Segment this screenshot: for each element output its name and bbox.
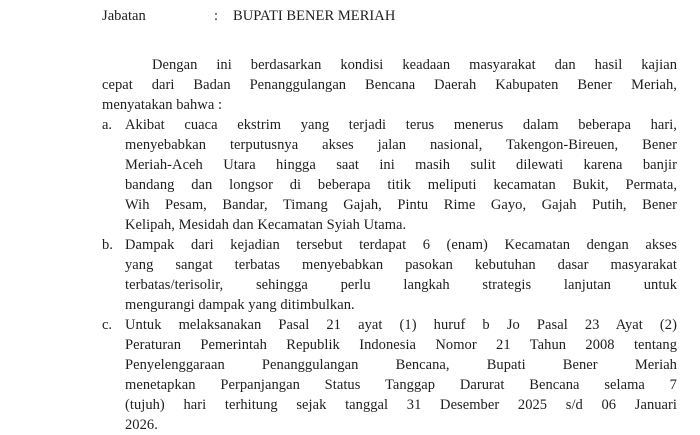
- list-item-line: mengurangi dampak yang ditimbulkan.: [125, 297, 355, 313]
- list-item-line: terbatas/terisolir, sehingga perlu langkah strategis lanjutan untuk: [125, 277, 677, 293]
- list-item-line: Wih Pesam, Bandar, Timang Gajah, Pintu Rime Gayo, Gajah Putih, Bener: [125, 197, 677, 213]
- list-item-line: yang sangat terbatas menyebabkan pasokan kebutuhan dasar masyarakat: [125, 257, 677, 273]
- list-item-line: Penyelenggaraan Penanggulangan Bencana, Bupati Bener Meriah: [125, 357, 677, 373]
- list-item-line: bandang dan longsor di beberapa titik meliputi kecamatan Bukit, Permata,: [125, 177, 677, 193]
- list-item-line: menyebabkan terputusnya akses jalan nasional, Takengon-Bireuen, Bener: [125, 137, 677, 153]
- field-value: BUPATI BENER MERIAH: [233, 8, 396, 24]
- intro-line: cepat dari Badan Penanggulangan Bencana Daerah Kabupaten Bener Meriah,: [102, 77, 677, 93]
- list-item-line: Meriah-Aceh Utara hingga saat ini masih sulit dilewati karena banjir: [125, 157, 677, 173]
- list-marker: a.: [102, 117, 113, 133]
- intro-line: menyatakan bahwa :: [102, 97, 223, 113]
- list-marker: c.: [102, 317, 113, 333]
- list-item-line: Akibat cuaca ekstrim yang terjadi terus menerus dalam beberapa hari,: [125, 117, 677, 133]
- list-marker: b.: [102, 237, 113, 253]
- field-label: Jabatan: [102, 8, 146, 24]
- list-item-line: Dampak dari kejadian tersebut terdapat 6 (enam) Kecamatan dengan akses: [125, 237, 677, 253]
- list-item-line: 2026.: [125, 417, 158, 433]
- list-item-line: Peraturan Pemerintah Republik Indonesia Nomor 21 Tahun 2008 tentang: [125, 337, 677, 353]
- list-item-line: (tujuh) hari terhitung sejak tanggal 31 Desember 2025 s/d 06 Januari: [125, 397, 677, 413]
- field-separator: :: [214, 8, 219, 24]
- list-item-line: Kelipah, Mesidah dan Kecamatan Syiah Utama.: [125, 217, 407, 233]
- list-item-line: menetapkan Perpanjangan Status Tanggap Darurat Bencana selama 7: [125, 377, 677, 393]
- list-item-line: Untuk melaksanakan Pasal 21 ayat (1) huruf b Jo Pasal 23 Ayat (2): [125, 317, 677, 333]
- intro-line: Dengan ini berdasarkan kondisi keadaan masyarakat dan hasil kajian: [152, 57, 677, 73]
